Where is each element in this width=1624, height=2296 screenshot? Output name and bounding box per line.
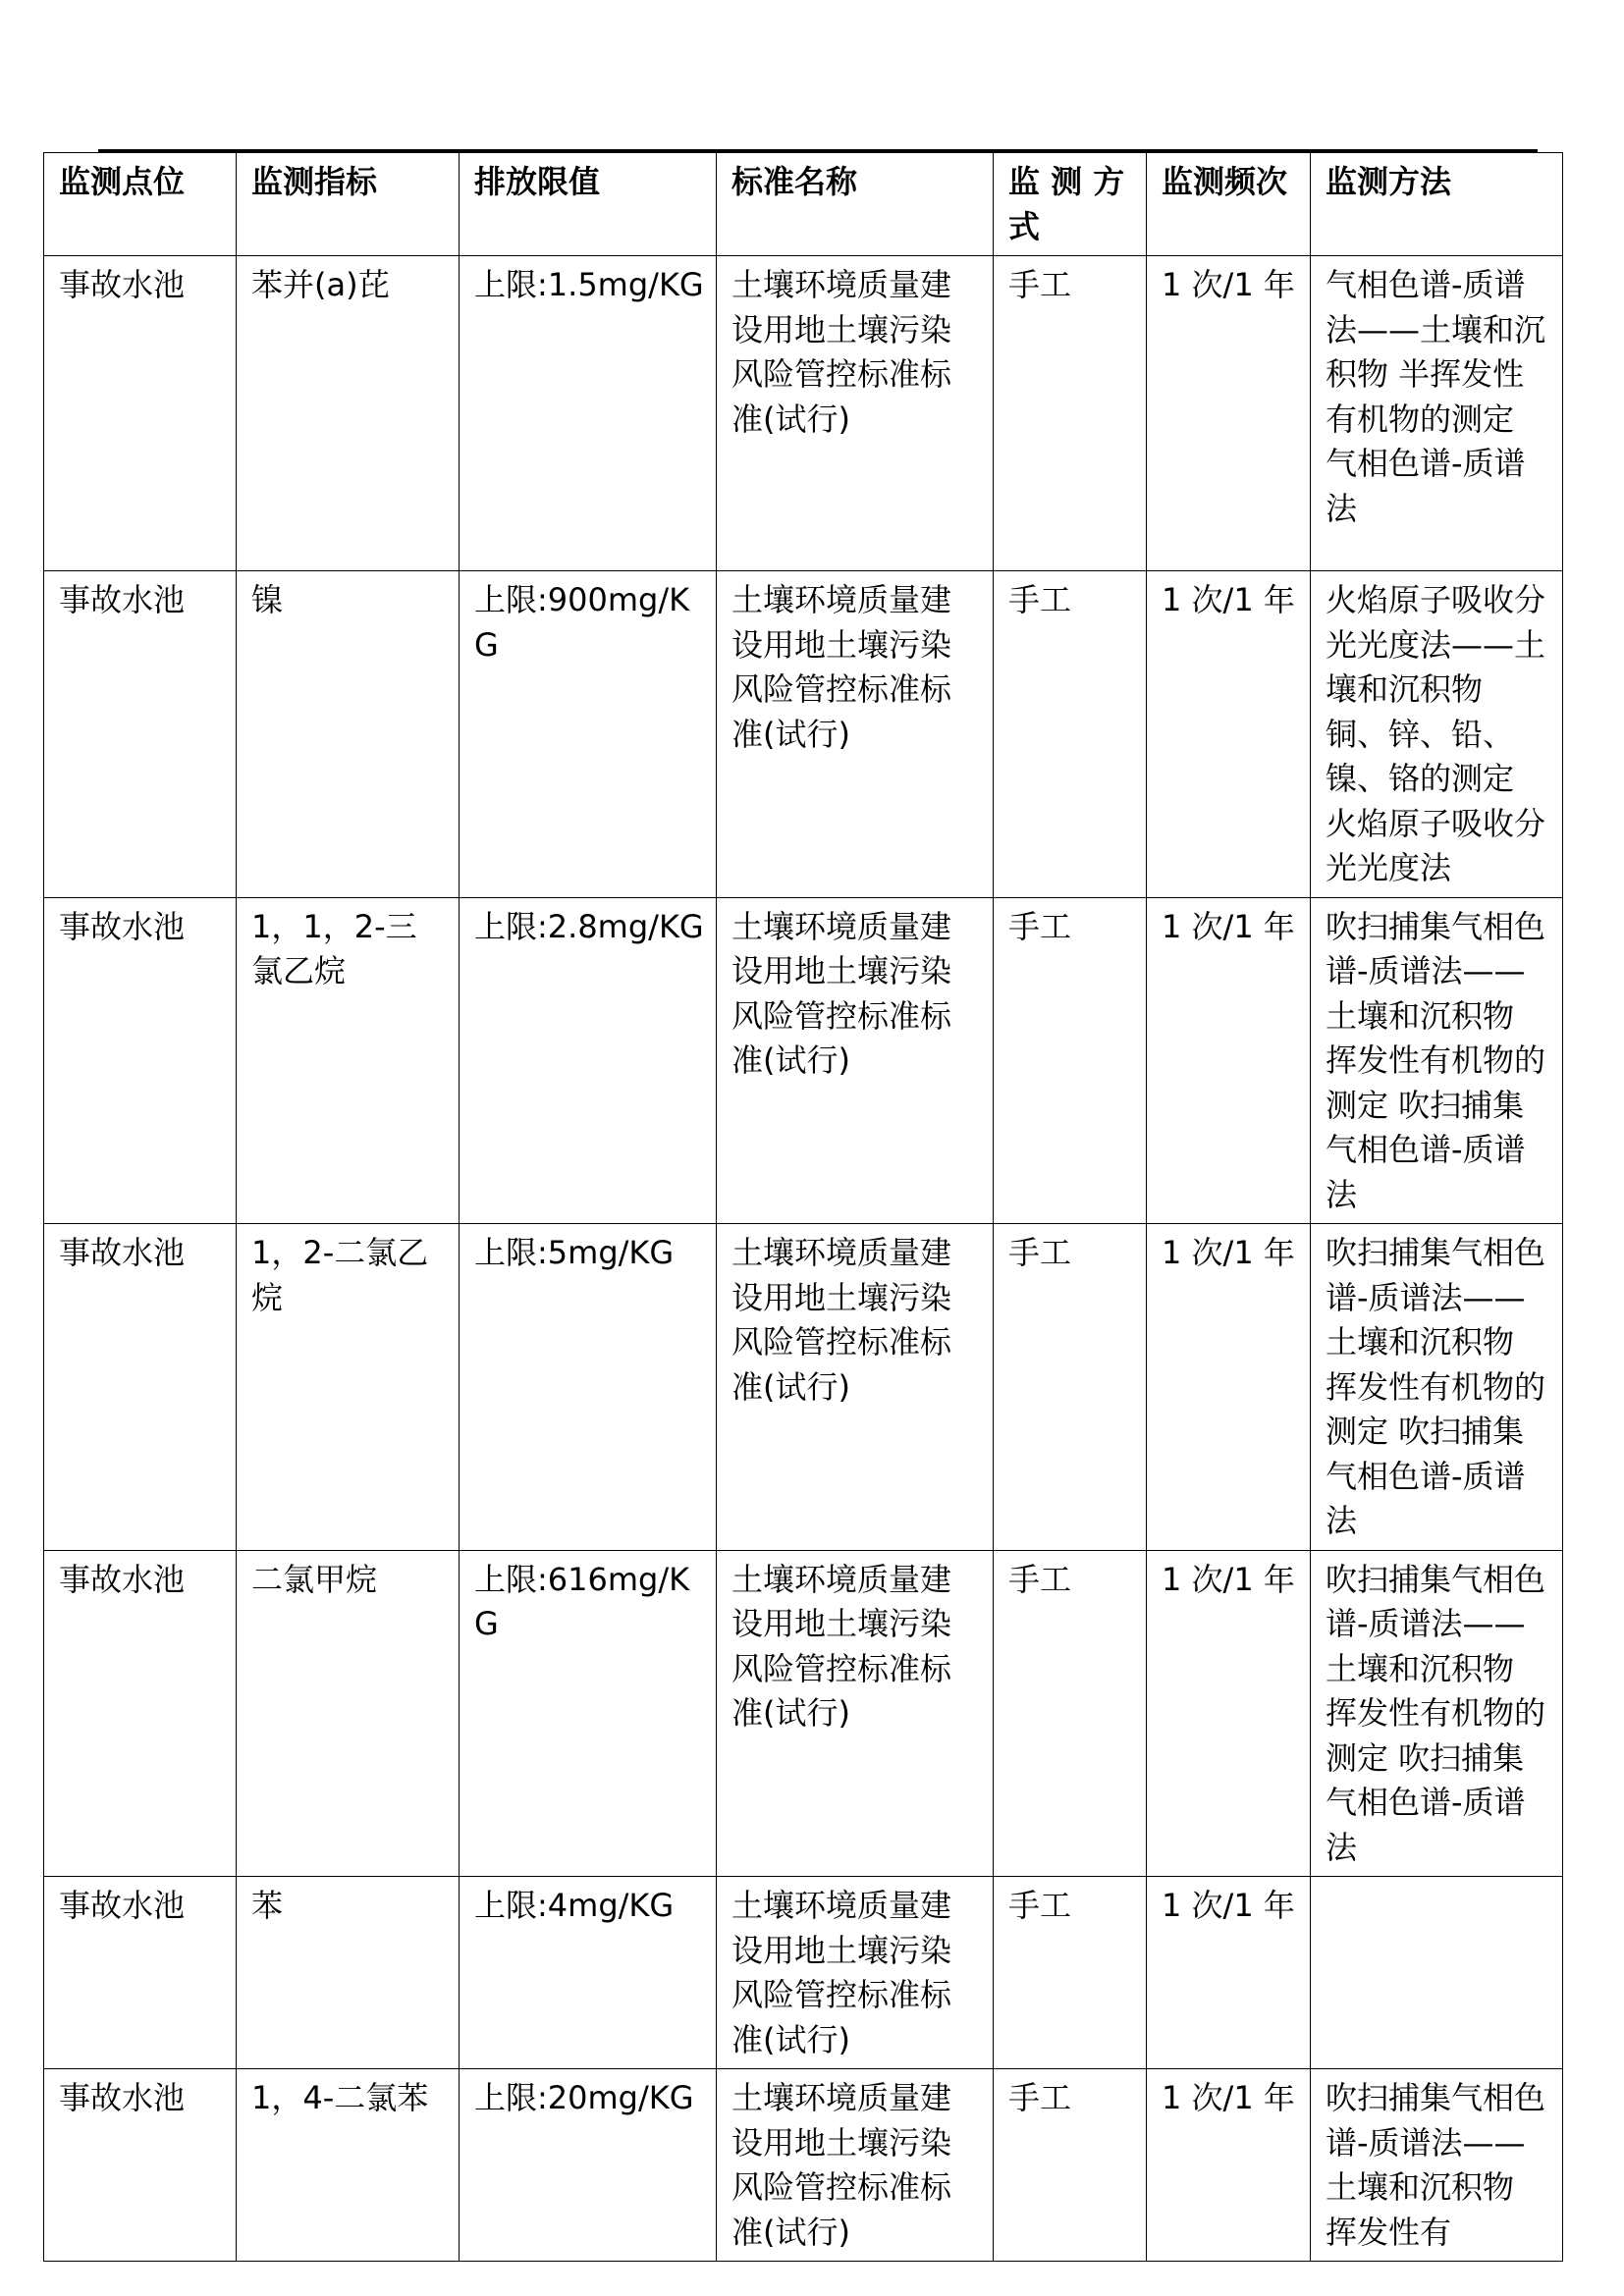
- cell-point: 事故水池: [44, 256, 237, 571]
- cell-limit: 上限:2.8mg/KG: [460, 897, 717, 1224]
- cell-frequency: 1 次/1 年: [1147, 897, 1311, 1224]
- cell-mode: 手工: [994, 897, 1147, 1224]
- cell-mode: 手工: [994, 1877, 1147, 2069]
- cell-standard: 土壤环境质量建设用地土壤污染风险管控标准标准(试行): [717, 1224, 994, 1551]
- cell-mode: 手工: [994, 256, 1147, 571]
- cell-limit: 上限:4mg/KG: [460, 1877, 717, 2069]
- cell-method: 气相色谱-质谱法——土壤和沉积物 半挥发性有机物的测定 气相色谱-质谱法: [1311, 256, 1563, 571]
- cell-frequency: 1 次/1 年: [1147, 2069, 1311, 2262]
- cell-point: 事故水池: [44, 897, 237, 1224]
- cell-indicator: 二氯甲烷: [237, 1550, 460, 1877]
- header-standard: 标准名称: [717, 153, 994, 256]
- cell-standard: 土壤环境质量建设用地土壤污染风险管控标准标准(试行): [717, 571, 994, 898]
- table-row: [44, 1877, 1563, 2069]
- cell-limit: 上限:616mg/KG: [460, 1550, 717, 1877]
- cell-indicator: 1，2-二氯乙烷: [237, 1224, 460, 1551]
- cell-frequency: 1 次/1 年: [1147, 1877, 1311, 2069]
- cell-point: 事故水池: [44, 1550, 237, 1877]
- header-point: 监测点位: [44, 153, 237, 256]
- cell-limit: 上限:900mg/KG: [460, 571, 717, 898]
- cell-point: 事故水池: [44, 2069, 237, 2262]
- cell-method: 吹扫捕集气相色谱-质谱法——土壤和沉积物 挥发性有机物的测定 吹扫捕集气相色谱-质谱法: [1311, 1224, 1563, 1551]
- cell-indicator: 苯: [237, 1877, 460, 2069]
- cell-standard: 土壤环境质量建设用地土壤污染风险管控标准标准(试行): [717, 2069, 994, 2262]
- cell-frequency: 1 次/1 年: [1147, 1550, 1311, 1877]
- table-row: [44, 2069, 1563, 2262]
- cell-method: 吹扫捕集气相色谱-质谱法——土壤和沉积物 挥发性有: [1311, 2069, 1563, 2262]
- cell-mode: 手工: [994, 1224, 1147, 1551]
- cell-point: 事故水池: [44, 1877, 237, 2069]
- cell-frequency: 1 次/1 年: [1147, 571, 1311, 898]
- cell-standard: 土壤环境质量建设用地土壤污染风险管控标准标准(试行): [717, 1550, 994, 1877]
- cell-method: 吹扫捕集气相色谱-质谱法——土壤和沉积物 挥发性有机物的测定 吹扫捕集气相色谱-质谱法: [1311, 897, 1563, 1224]
- cell-point: 事故水池: [44, 571, 237, 898]
- table-header-row: [44, 153, 1563, 256]
- cell-standard: 土壤环境质量建设用地土壤污染风险管控标准标准(试行): [717, 1877, 994, 2069]
- cell-frequency: 1 次/1 年: [1147, 1224, 1311, 1551]
- cell-limit: 上限:1.5mg/KG: [460, 256, 717, 571]
- cell-limit: 上限:5mg/KG: [460, 1224, 717, 1551]
- cell-indicator: 苯并(a)芘: [237, 256, 460, 571]
- monitoring-table: [43, 152, 1563, 2262]
- table-row: [44, 1224, 1563, 1551]
- cell-standard: 土壤环境质量建设用地土壤污染风险管控标准标准(试行): [717, 256, 994, 571]
- cell-method: 吹扫捕集气相色谱-质谱法——土壤和沉积物 挥发性有机物的测定 吹扫捕集气相色谱-质谱法: [1311, 1550, 1563, 1877]
- cell-method: 火焰原子吸收分光光度法——土壤和沉积物 铜、锌、铅、镍、铬的测定 火焰原子吸收分光光度法: [1311, 571, 1563, 898]
- table-row: [44, 256, 1563, 571]
- cell-indicator: 1，1，2-三氯乙烷: [237, 897, 460, 1224]
- cell-mode: 手工: [994, 2069, 1147, 2262]
- cell-mode: 手工: [994, 571, 1147, 898]
- cell-frequency: 1 次/1 年: [1147, 256, 1311, 571]
- table-row: [44, 571, 1563, 898]
- cell-indicator: 镍: [237, 571, 460, 898]
- cell-indicator: 1，4-二氯苯: [237, 2069, 460, 2262]
- header-mode: 监 测 方 式: [994, 153, 1147, 256]
- header-method: 监测方法: [1311, 153, 1563, 256]
- header-frequency: 监测频次: [1147, 153, 1311, 256]
- cell-standard: 土壤环境质量建设用地土壤污染风险管控标准标准(试行): [717, 897, 994, 1224]
- header-limit: 排放限值: [460, 153, 717, 256]
- table-row: [44, 1550, 1563, 1877]
- header-indicator: 监测指标: [237, 153, 460, 256]
- cell-point: 事故水池: [44, 1224, 237, 1551]
- cell-mode: 手工: [994, 1550, 1147, 1877]
- cell-method: [1311, 1877, 1563, 2069]
- cell-limit: 上限:20mg/KG: [460, 2069, 717, 2262]
- table-row: [44, 897, 1563, 1224]
